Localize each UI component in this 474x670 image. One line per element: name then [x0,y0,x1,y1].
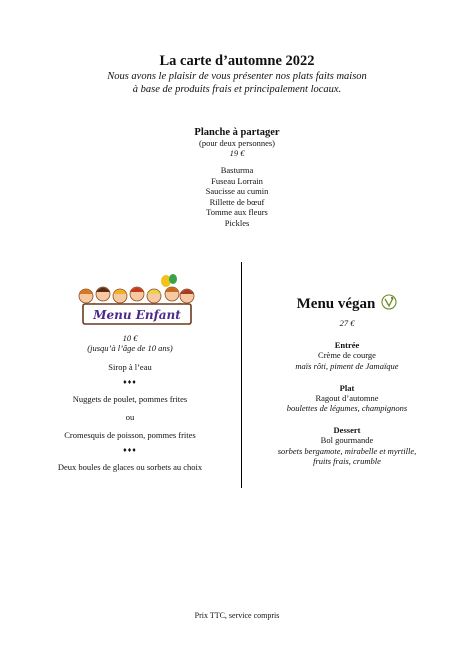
kids-main-option-2: Cromesquis de poisson, pommes frites [64,430,196,440]
menu-enfant-logo-text: Menu Enfant [93,308,181,322]
planche-item: Fuseau Lorrain [211,175,263,186]
vegan-dessert-label: Dessert [333,425,361,435]
planche-item: Basturma [220,165,254,175]
planche-title: Planche à partager [194,127,280,138]
vegan-entree-detail: maïs rôti, piment de Jamaïque [295,360,399,371]
vegan-menu-section [242,294,452,466]
kids-main-option-1: Nuggets de poulet, pommes frites [72,394,188,404]
kids-dessert: Deux boules de glaces ou sorbets au choix [57,462,203,472]
kids-price: 10 € [122,333,138,343]
vegan-dessert-detail-2: fruits frais, crumble [313,455,381,466]
kids-drink: Sirop à l’eau [108,362,152,372]
page-subtitle [0,70,474,96]
kids-or-label: ou [125,412,135,422]
planche-item: Pickles [224,217,250,228]
vegan-menu-title: Menu végan [296,296,376,312]
vegan-leaf-icon [381,294,397,315]
vegan-dessert-detail-1: sorbets bergamote, mirabelle et myrtille, [277,445,417,456]
planche-list [0,165,474,228]
vegan-plat-dish: Ragout d’automne [315,392,379,403]
planche-subtitle: (pour deux personnes) [198,138,275,148]
menu-enfant-logo [74,272,200,328]
kids-menu-section [20,333,240,472]
vegan-entree-dish: Crème de courge [318,350,376,360]
vegan-entree-label: Entrée [334,340,360,350]
planche-item: Tomme aux fleurs [206,207,268,217]
vegan-price: 27 € [339,318,355,328]
page-title: La carte d’automne 2022 [159,53,315,69]
kids-age-note: (jusqu’à l’âge de 10 ans) [87,343,173,353]
vegan-dessert-dish: Bol gourmande [320,435,374,445]
subtitle-line-2: à base de produits frais et principalement locaux. [132,84,342,95]
vegan-plat-label: Plat [339,382,355,393]
planche-item: Rillette de bœuf [209,196,265,207]
planche-price: 19 € [229,148,245,158]
vegan-plat-detail: boulettes de légumes, champignons [286,403,408,413]
planche-section [0,127,474,228]
footer-note: Prix TTC, service compris [194,611,280,620]
planche-item: Saucisse au cumin [205,186,269,196]
kids-separator: ♦♦♦ [123,446,137,454]
kids-separator: ♦♦♦ [123,378,137,386]
subtitle-line-1: Nous avons le plaisir de vous présenter nos plats faits maison [107,71,367,82]
